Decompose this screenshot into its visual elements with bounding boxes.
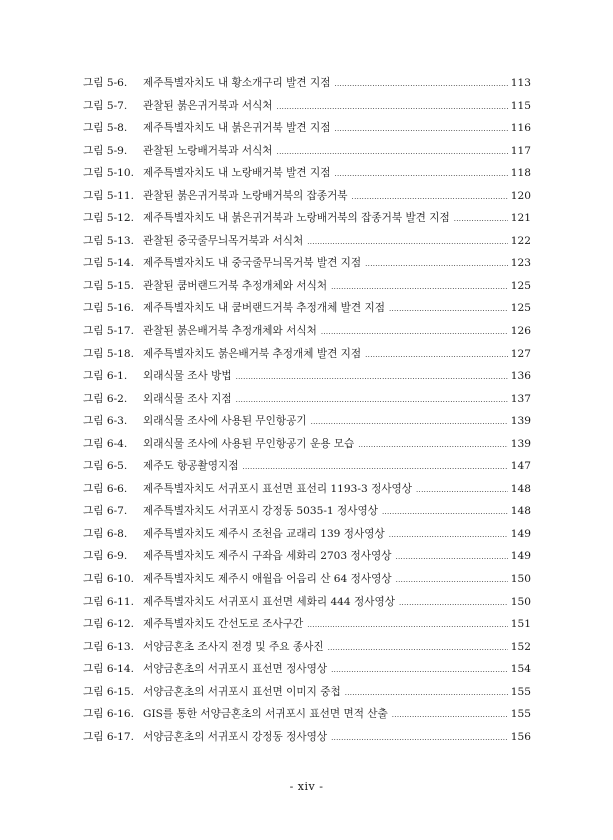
figure-label: 그림 5-17. xyxy=(83,325,135,338)
figure-label: 그림 5-10. xyxy=(83,167,135,180)
figure-label: 그림 6-11. xyxy=(83,595,135,608)
figure-label: 그림 6-16. xyxy=(83,708,135,721)
figure-title: 관찰된 쿰버랜드거북 추정개체와 서식처 xyxy=(143,279,328,292)
figure-title: 관찰된 붉은귀거북과 서식처 xyxy=(143,99,273,112)
figure-label: 그림 5-12. xyxy=(83,212,135,225)
figure-title: 제주특별자치도 내 중국줄무늬목거북 발견 지점 xyxy=(143,257,362,270)
figure-label: 그림 6-12. xyxy=(83,618,135,631)
figure-page-number: 137 xyxy=(510,392,531,405)
figure-page-number: 151 xyxy=(510,618,531,631)
toc-entry[interactable] xyxy=(83,185,531,208)
figure-page-number: 136 xyxy=(510,370,531,383)
toc-entry[interactable] xyxy=(83,658,531,681)
figure-page-number: 154 xyxy=(510,663,531,676)
figure-page-number: 116 xyxy=(510,122,531,135)
figure-title: 제주특별자치도 내 붉은귀거북 발견 지점 xyxy=(143,122,331,135)
figure-label: 그림 6-13. xyxy=(83,640,135,653)
figure-label: 그림 6-2. xyxy=(83,392,128,405)
figure-page-number: 115 xyxy=(510,99,531,112)
toc-entry[interactable] xyxy=(83,410,531,433)
toc-entry[interactable] xyxy=(83,343,531,366)
dot-leader xyxy=(321,321,508,344)
toc-entry[interactable] xyxy=(83,726,531,749)
toc-entry[interactable] xyxy=(83,162,531,185)
figure-label: 그림 6-8. xyxy=(83,527,128,540)
toc-entry[interactable] xyxy=(83,500,531,523)
figure-title: 외래식물 조사에 사용된 무인항공기 xyxy=(143,415,307,428)
page-number: - xiv - xyxy=(289,780,324,793)
figure-title: 외래식물 조사 방법 xyxy=(143,370,232,383)
figure-page-number: 150 xyxy=(510,595,531,608)
toc-entry[interactable] xyxy=(83,275,531,298)
toc-entry[interactable] xyxy=(83,365,531,388)
toc-entry[interactable] xyxy=(83,478,531,501)
figure-page-number: 148 xyxy=(510,482,531,495)
figure-label: 그림 5-13. xyxy=(83,234,135,247)
toc-entry[interactable] xyxy=(83,252,531,275)
figure-label: 그림 5-9. xyxy=(83,144,128,157)
dot-leader xyxy=(277,96,508,119)
figure-title: 관찰된 노랑배거북과 서식처 xyxy=(143,144,273,157)
toc-entry[interactable] xyxy=(83,568,531,591)
figure-title: 제주특별자치도 제주시 조천읍 교래리 139 정사영상 xyxy=(143,527,385,540)
toc-entry[interactable] xyxy=(83,320,531,343)
toc-entry[interactable] xyxy=(83,207,531,230)
figure-title: 제주특별자치도 간선도로 조사구간 xyxy=(143,618,304,631)
figure-page-number: 139 xyxy=(510,415,531,428)
toc-entry[interactable] xyxy=(83,523,531,546)
figure-title: 제주특별자치도 붉은배거북 추정개체 발견 지점 xyxy=(143,347,362,360)
toc-entry[interactable] xyxy=(83,636,531,659)
toc-entry[interactable] xyxy=(83,703,531,726)
figure-title: 관찰된 붉은배거북 추정개체와 서식처 xyxy=(143,325,317,338)
figure-title: 서양금혼초 조사지 전경 및 주요 종사진 xyxy=(143,640,324,653)
figure-page-number: 155 xyxy=(510,708,531,721)
figure-page-number: 152 xyxy=(510,640,531,653)
figure-title: 외래식물 조사에 사용된 무인항공기 운용 모습 xyxy=(143,437,355,450)
figure-label: 그림 6-4. xyxy=(83,437,128,450)
figure-title: GIS를 통한 서양금혼초의 서귀포시 표선면 면적 산출 xyxy=(143,708,388,721)
figure-title: 외래식물 조사 지점 xyxy=(143,392,232,405)
figure-label: 그림 5-6. xyxy=(83,77,128,89)
figure-page-number: 147 xyxy=(510,460,531,473)
figure-page-number: 155 xyxy=(510,685,531,698)
figure-page-number: 148 xyxy=(510,505,531,518)
figure-label: 그림 6-10. xyxy=(83,573,135,586)
dot-leader xyxy=(352,186,508,209)
dot-leader xyxy=(399,592,508,615)
dot-leader xyxy=(365,253,508,276)
toc-entry[interactable] xyxy=(83,591,531,614)
figure-label: 그림 6-1. xyxy=(83,370,128,383)
dot-leader xyxy=(395,546,507,569)
figure-title: 제주특별자치도 내 노랑배거북 발견 지점 xyxy=(143,167,331,180)
toc-entry[interactable] xyxy=(83,95,531,118)
figure-title: 제주특별자치도 내 황소개구리 발견 지점 xyxy=(143,77,331,89)
dot-leader xyxy=(307,614,508,637)
figure-page-number: 149 xyxy=(510,527,531,540)
dot-leader xyxy=(389,298,508,321)
figure-label: 그림 6-6. xyxy=(83,482,128,495)
dot-leader xyxy=(277,141,508,164)
toc-entry[interactable] xyxy=(83,613,531,636)
figure-page-number: 139 xyxy=(510,437,531,450)
toc-entry[interactable] xyxy=(83,72,531,95)
dot-leader xyxy=(382,501,508,524)
toc-entry[interactable] xyxy=(83,388,531,411)
figure-page-number: 120 xyxy=(510,189,531,202)
table-of-figures xyxy=(83,72,531,748)
figure-page-number: 121 xyxy=(510,212,531,225)
figure-title: 제주특별자치도 서귀포시 표선면 표선리 1193-3 정사영상 xyxy=(143,482,413,495)
figure-label: 그림 5-11. xyxy=(83,189,135,202)
figure-label: 그림 6-3. xyxy=(83,415,128,428)
figure-title: 제주특별자치도 제주시 구좌읍 세화리 2703 정사영상 xyxy=(143,550,392,563)
dot-leader xyxy=(365,344,508,367)
figure-page-number: 126 xyxy=(510,325,531,338)
figure-page-number: 156 xyxy=(510,730,531,743)
figure-label: 그림 6-15. xyxy=(83,685,135,698)
figure-label: 그림 6-5. xyxy=(83,460,128,473)
figure-page-number: 122 xyxy=(510,234,531,247)
figure-label: 그림 5-14. xyxy=(83,257,135,270)
dot-leader xyxy=(345,682,508,705)
dot-leader xyxy=(334,118,507,141)
dot-leader xyxy=(236,389,508,412)
toc-entry[interactable] xyxy=(83,140,531,163)
figure-page-number: 125 xyxy=(510,279,531,292)
toc-entry[interactable] xyxy=(83,455,531,478)
figure-page-number: 117 xyxy=(510,144,531,157)
figure-label: 그림 5-7. xyxy=(83,99,128,112)
figure-label: 그림 5-18. xyxy=(83,347,135,360)
figure-page-number: 123 xyxy=(510,257,531,270)
dot-leader xyxy=(236,366,508,389)
figure-title: 서양금혼초의 서귀포시 표선면 정사영상 xyxy=(143,663,328,676)
figure-label: 그림 6-14. xyxy=(83,663,135,676)
dot-leader xyxy=(392,704,508,727)
figure-title: 제주특별자치도 제주시 애월읍 어음리 산 64 정사영상 xyxy=(143,573,392,586)
figure-title: 관찰된 중국줄무늬목거북과 서식처 xyxy=(143,234,304,247)
dot-leader xyxy=(396,569,508,592)
figure-label: 그림 5-8. xyxy=(83,122,128,135)
figure-page-number: 127 xyxy=(510,347,531,360)
figure-title: 제주도 항공촬영지점 xyxy=(143,460,239,473)
figure-page-number: 149 xyxy=(510,550,531,563)
figure-title: 제주특별자치도 내 붉은귀거북과 노랑배거북의 잡종거북 발견 지점 xyxy=(143,212,450,225)
dot-leader xyxy=(454,208,508,231)
dot-leader xyxy=(358,434,507,457)
figure-title: 서양금혼초의 서귀포시 표선면 이미지 중첩 xyxy=(143,685,341,698)
dot-leader xyxy=(334,73,507,96)
dot-leader xyxy=(416,479,508,502)
dot-leader xyxy=(331,276,508,299)
toc-entry[interactable] xyxy=(83,545,531,568)
figure-title: 제주특별자치도 내 쿰버랜드거북 추정개체 발견 지점 xyxy=(143,302,385,315)
toc-entry[interactable] xyxy=(83,117,531,140)
dot-leader xyxy=(389,524,508,547)
dot-leader xyxy=(331,659,508,682)
dot-leader xyxy=(328,637,508,660)
figure-page-number: 150 xyxy=(510,573,531,586)
figure-page-number: 118 xyxy=(510,167,531,180)
toc-entry[interactable] xyxy=(83,433,531,456)
figure-title: 서양금혼초의 서귀포시 강정동 정사영상 xyxy=(143,730,328,743)
figure-label: 그림 5-15. xyxy=(83,279,135,292)
toc-entry[interactable] xyxy=(83,230,531,253)
dot-leader xyxy=(311,411,508,434)
figure-label: 그림 6-9. xyxy=(83,550,128,563)
dot-leader xyxy=(334,163,507,186)
toc-entry[interactable] xyxy=(83,297,531,320)
dot-leader xyxy=(331,727,508,750)
figure-page-number: 125 xyxy=(510,302,531,315)
figure-title: 관찰된 붉은귀거북과 노랑배거북의 잡종거북 xyxy=(143,189,348,202)
dot-leader xyxy=(242,456,507,479)
figure-page-number: 113 xyxy=(510,77,531,89)
figure-label: 그림 6-7. xyxy=(83,505,128,518)
dot-leader xyxy=(307,231,508,254)
figure-label: 그림 6-17. xyxy=(83,730,135,743)
figure-label: 그림 5-16. xyxy=(83,302,135,315)
figure-title: 제주특별자치도 서귀포시 표선면 세화리 444 정사영상 xyxy=(143,595,395,608)
toc-entry[interactable] xyxy=(83,681,531,704)
figure-title: 제주특별자치도 서귀포시 강정동 5035-1 정사영상 xyxy=(143,505,378,518)
